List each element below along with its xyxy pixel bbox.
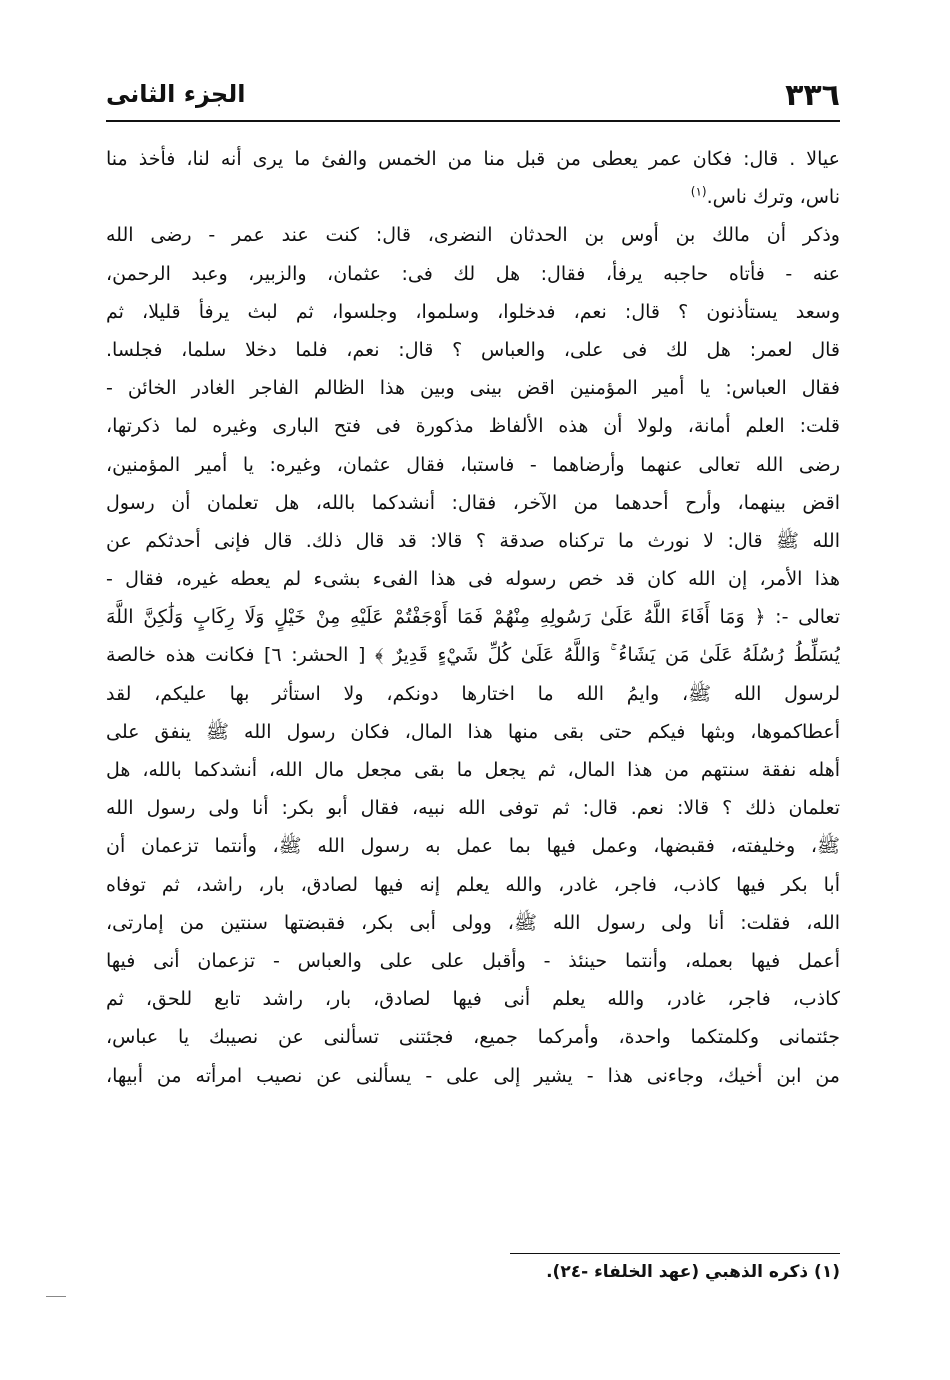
quran-verse-line: يُسَلِّطُ رُسُلَهُ عَلَىٰ مَن يَشَاءُ ۚ وَاللَّهُ عَلَىٰ كُلِّ شَيْءٍ قَدِيرٌ ﴾ [ الحشر: ٦] فكانت هذه خالصة xyxy=(106,644,840,667)
text-line: عيالا . قال: فكان عمر يعطى من قبل منا من الخمس والفئ ما يرى أنه لنا، فأخذ منا xyxy=(106,148,840,170)
text-line: لرسول الله ﷺ، وايمُ الله ما اختارها دونكم، ولا استأثر بها عليكم، لقد xyxy=(106,682,840,705)
quran-verse-line: تعالى -: ﴿ وَمَا أَفَاءَ اللَّهُ عَلَىٰ رَسُولِهِ مِنْهُمْ فَمَا أَوْجَفْتُمْ عَلَيْهِ مِنْ خَيْلٍ وَلَا رِكَابٍ وَلَٰكِنَّ اللَّهَ xyxy=(106,606,840,629)
text-line: فقال العباس: يا أمير المؤمنين اقض بينى وبين هذا الظالم الفاجر الغادر الخائن - xyxy=(106,377,840,400)
text-line: من ابن أخيك، وجاءنى هذا - يشير إلى على - يسألنى عن نصيب امرأته من أبيها، xyxy=(106,1064,840,1087)
margin-mark xyxy=(46,1296,66,1297)
page-number: ٣٣٦ xyxy=(785,78,840,113)
text-line: قلت: العلم أمانة، ولولا أن هذه الألفاظ مذكورة فى فتح البارى وغيره لما ذكرتها، xyxy=(106,415,840,438)
text-line: أعمل فيها بعمله، وأنتما حينئذ - وأقبل على على والعباس - تزعمان أنى فيها xyxy=(106,949,840,972)
text-line: الله ﷺ قال: لا نورث ما تركناه صدقة ؟ قالا: قد قال ذلك. قال فإنى أحدثكم عن xyxy=(106,529,840,552)
running-title: الجزء الثانى xyxy=(106,80,246,108)
header-divider xyxy=(106,120,840,122)
text-line: تعلمان ذلك ؟ قالا: نعم. قال: ثم توفى الله نبيه، فقال أبو بكر: أنا ولى رسول الله xyxy=(106,797,840,820)
footnote-reference[interactable]: (١) xyxy=(690,184,707,199)
text-line: أهله نفقة سنتهم من هذا المال، ثم يجعل ما بقى مجعل مال الله، أنشدكما بالله، هل xyxy=(106,759,840,781)
footnote: (١) ذكره الذهبي (عهد الخلفاء -٢٤). xyxy=(546,1262,840,1282)
text-line: اقض بينهما، وأرح أحدهما من الآخر، فقال: أنشدكما بالله، هل تعلمان أن رسول xyxy=(106,491,840,514)
text-line: جئتمانى وكلمتكما واحدة، وأمركما جميع، فجئتنى تسألنى عن نصيبك يا عباس، xyxy=(106,1026,840,1049)
text-line: وذكر أن مالك بن أوس بن الحدثان النضرى، قال: كنت عند عمر - رضى الله xyxy=(106,224,840,247)
text-line: رضى الله تعالى عنهما وأرضاهما - فاستبا، فقال عثمان، وغيره: يا أمير المؤمنين، xyxy=(106,453,840,476)
text-line: كاذب، فاجر، غادر، والله يعلم أنى فيها لصادق، بار، راشد تابع للحق، ثم xyxy=(106,988,840,1011)
page-header xyxy=(106,72,840,118)
text-line: عنه - فأتاه حاجبه يرفأ، فقال: هل لك فى: عثمان، والزبير، وعبد الرحمن، xyxy=(106,262,840,285)
text-line-with-footnote-ref xyxy=(106,178,840,216)
text-line: أعطاكموها، وبثها فيكم حتى بقى منها هذا المال، فكان رسول الله ﷺ ينفق على xyxy=(106,720,840,743)
text-line: ﷺ، وخليفته، فقبضها، وعمل فيها بما عمل به رسول الله ﷺ، وأنتما تزعمان أن xyxy=(106,835,840,858)
text-line: قال لعمر: هل لك فى على، والعباس ؟ قال: نعم، فلما دخلا سلما، فجلسا. xyxy=(106,338,840,361)
body-text xyxy=(106,140,840,1095)
footnote-divider xyxy=(510,1253,840,1254)
text-line: أبا بكر فيها كاذب، فاجر، غادر، والله يعلم إنه فيها لصادق، بار، راشد، ثم توفاه xyxy=(106,873,840,896)
text-line-content: ناس، وترك ناس. xyxy=(706,186,840,209)
text-line: الله، فقلت: أنا ولى رسول الله ﷺ، وولى أبى بكر، فقبضتها سنتين من إمارتى، xyxy=(106,911,840,934)
text-line: هذا الأمر، إن الله كان قد خص رسوله فى هذا الفىء بشىء لم يعطه غيره، فقال - xyxy=(106,568,840,591)
text-line: وسعد يستأذنون ؟ قال: نعم، فدخلوا، وسلموا، وجلسوا، ثم لبث يرفأ قليلا، ثم xyxy=(106,300,840,323)
